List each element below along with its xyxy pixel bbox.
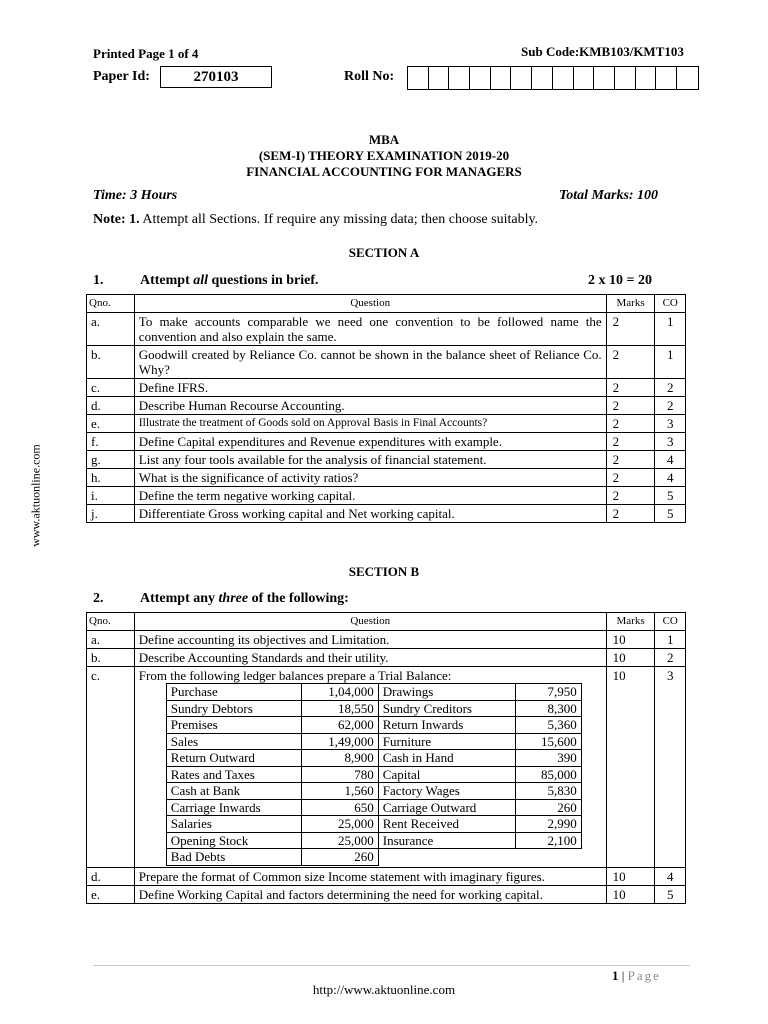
question-co: 5: [655, 505, 686, 523]
question-co: 4: [655, 867, 686, 885]
question-text: List any four tools available for the analysis of financial statement.: [134, 451, 606, 469]
footer-url: http://www.aktuonline.com: [312, 982, 456, 997]
section-b-title: SECTION B: [348, 564, 420, 579]
ledger-amount: 62,000: [301, 717, 378, 734]
ledger-amount: 5,830: [515, 783, 581, 800]
ledger-row: [166, 684, 581, 701]
q1-number: 1.: [93, 273, 104, 288]
question-number: b.: [87, 649, 135, 667]
note: [93, 212, 538, 228]
header-qno: Qno.: [87, 613, 135, 631]
section-a-title: SECTION A: [348, 245, 420, 260]
question-row: [87, 397, 686, 415]
ledger-account: Carriage Outward: [378, 799, 515, 816]
ledger-account: Capital: [378, 766, 515, 783]
ledger-balances-table: [166, 683, 582, 866]
question-text: Define the term negative working capital.: [134, 487, 606, 505]
section-b-table: [86, 612, 686, 904]
question-text: [134, 667, 606, 868]
question-text: Describe Human Recourse Accounting.: [134, 397, 606, 415]
question-number: h.: [87, 469, 135, 487]
paper-id-box: 270103: [160, 66, 272, 88]
question-marks: 10: [606, 867, 655, 885]
exam-title-subject: FINANCIAL ACCOUNTING FOR MANAGERS: [246, 164, 522, 179]
question-row: [87, 487, 686, 505]
ledger-amount: 8,300: [515, 700, 581, 717]
header-co: CO: [655, 295, 686, 313]
ledger-row: [166, 849, 581, 866]
question-text: Differentiate Gross working capital and Net working capital.: [134, 505, 606, 523]
q2-number: 2.: [93, 591, 104, 606]
ledger-account: Premises: [166, 717, 301, 734]
question-text-content: Describe Accounting Standards and their utility.: [138, 650, 389, 665]
question-marks: 2: [606, 346, 655, 379]
question-co: 3: [655, 433, 686, 451]
question-number: c.: [87, 379, 135, 397]
section-a-table: [86, 294, 686, 523]
header-co: CO: [655, 613, 686, 631]
ledger-row: [166, 717, 581, 734]
page-number: 1 | Page: [612, 968, 661, 983]
question-marks: 10: [606, 667, 655, 868]
exam-title-program: MBA: [368, 132, 400, 147]
ledger-account: Drawings: [378, 684, 515, 701]
roll-no-boxes: [407, 66, 699, 90]
ledger-account: Sales: [166, 733, 301, 750]
ledger-amount: 2,990: [515, 816, 581, 833]
question-row: [87, 346, 686, 379]
question-text: [134, 631, 606, 649]
ledger-amount: 15,600: [515, 733, 581, 750]
ledger-amount: 2,100: [515, 832, 581, 849]
ledger-amount: 5,360: [515, 717, 581, 734]
note-text: Attempt all Sections. If require any missing data; then choose suitably.: [142, 212, 539, 227]
question-row: [87, 867, 686, 885]
question-text: What is the significance of activity ratios?: [134, 469, 606, 487]
question-marks: 2: [606, 379, 655, 397]
ledger-amount: 390: [515, 750, 581, 767]
question-marks: 2: [606, 433, 655, 451]
question-text: [134, 649, 606, 667]
question-number: c.: [87, 667, 135, 868]
header-qno: Qno.: [87, 295, 135, 313]
ledger-account: Furniture: [378, 733, 515, 750]
ledger-amount: 8,900: [301, 750, 378, 767]
question-row: [87, 667, 686, 868]
question-co: 1: [655, 313, 686, 346]
ledger-amount: 780: [301, 766, 378, 783]
question-text: Define Capital expenditures and Revenue expenditures with example.: [134, 433, 606, 451]
ledger-account: Cash in Hand: [378, 750, 515, 767]
roll-no-label: Roll No:: [344, 69, 395, 84]
ledger-account: Return Inwards: [378, 717, 515, 734]
ledger-amount: 25,000: [301, 832, 378, 849]
question-number: d.: [87, 867, 135, 885]
question-number: f.: [87, 433, 135, 451]
question-number: e.: [87, 415, 135, 433]
question-marks: 2: [606, 505, 655, 523]
question-row: [87, 885, 686, 903]
paper-id-label: Paper Id:: [93, 69, 150, 84]
header-marks: Marks: [606, 613, 655, 631]
question-co: 1: [655, 631, 686, 649]
ledger-amount: 7,950: [515, 684, 581, 701]
question-text: [134, 885, 606, 903]
question-row: [87, 505, 686, 523]
q2-instruction: Attempt any three of the following:: [140, 591, 349, 606]
ledger-row: [166, 816, 581, 833]
question-co: 1: [655, 346, 686, 379]
ledger-account: Sundry Debtors: [166, 700, 301, 717]
question-co: 5: [655, 885, 686, 903]
header-marks: Marks: [606, 295, 655, 313]
question-marks: 2: [606, 487, 655, 505]
ledger-amount: 1,49,000: [301, 733, 378, 750]
exam-title-session: (SEM-I) THEORY EXAMINATION 2019-20: [258, 148, 510, 163]
table-header-row: [87, 295, 686, 313]
question-marks: 2: [606, 451, 655, 469]
question-number: j.: [87, 505, 135, 523]
ledger-account: Cash at Bank: [166, 783, 301, 800]
ledger-account: Factory Wages: [378, 783, 515, 800]
question-text: Define IFRS.: [134, 379, 606, 397]
question-co: 2: [655, 649, 686, 667]
ledger-amount: 260: [515, 799, 581, 816]
question-row: [87, 469, 686, 487]
question-number: a.: [87, 631, 135, 649]
question-row: [87, 433, 686, 451]
question-marks: 2: [606, 397, 655, 415]
header-question: Question: [134, 613, 606, 631]
ledger-row: [166, 700, 581, 717]
ledger-account: Bad Debts: [166, 849, 301, 866]
ledger-amount: 85,000: [515, 766, 581, 783]
question-marks: 10: [606, 885, 655, 903]
footer-divider: [93, 965, 690, 966]
side-website-text: www.aktuonline.com: [28, 444, 43, 547]
question-co: 4: [655, 451, 686, 469]
ledger-account: Return Outward: [166, 750, 301, 767]
question-marks: 2: [606, 469, 655, 487]
ledger-amount: 25,000: [301, 816, 378, 833]
ledger-account: Rates and Taxes: [166, 766, 301, 783]
question-co: 2: [655, 379, 686, 397]
question-marks: 2: [606, 313, 655, 346]
header-question: Question: [134, 295, 606, 313]
ledger-row: [166, 750, 581, 767]
question-text: To make accounts comparable we need one convention to be followed name the convention and also explain the same.: [134, 313, 606, 346]
ledger-amount: 1,560: [301, 783, 378, 800]
ledger-amount: 260: [301, 849, 378, 866]
question-co: 4: [655, 469, 686, 487]
ledger-account: Rent Received: [378, 816, 515, 833]
question-co: 3: [655, 667, 686, 868]
question-row: [87, 415, 686, 433]
ledger-amount: 18,550: [301, 700, 378, 717]
ledger-row: [166, 766, 581, 783]
note-label: Note:: [93, 212, 126, 227]
question-row: [87, 313, 686, 346]
ledger-account: Insurance: [378, 832, 515, 849]
ledger-account: Sundry Creditors: [378, 700, 515, 717]
question-number: i.: [87, 487, 135, 505]
ledger-row: [166, 799, 581, 816]
ledger-account: Carriage Inwards: [166, 799, 301, 816]
question-co: 3: [655, 415, 686, 433]
question-number: a.: [87, 313, 135, 346]
question-text-content: Prepare the format of Common size Income statement with imaginary figures.: [138, 868, 545, 884]
sub-code: Sub Code:KMB103/KMT103: [521, 44, 684, 59]
ledger-row: [166, 733, 581, 750]
question-text: Illustrate the treatment of Goods sold on Approval Basis in Final Accounts?: [134, 415, 606, 433]
question-marks: 10: [606, 649, 655, 667]
question-text: Goodwill created by Reliance Co. cannot be shown in the balance sheet of Reliance Co. Why?: [134, 346, 606, 379]
ledger-row: [166, 783, 581, 800]
q1-marks: 2 x 10 = 20: [588, 273, 652, 288]
question-row: [87, 649, 686, 667]
question-row: [87, 379, 686, 397]
note-number: 1.: [129, 212, 140, 227]
table-header-row: [87, 613, 686, 631]
q1-instruction: Attempt all questions in brief.: [140, 273, 319, 288]
question-row: [87, 451, 686, 469]
question-number: d.: [87, 397, 135, 415]
ledger-account: Salaries: [166, 816, 301, 833]
ledger-amount: 650: [301, 799, 378, 816]
ledger-row: [166, 832, 581, 849]
question-co: 5: [655, 487, 686, 505]
question-co: 2: [655, 397, 686, 415]
time-allowed: Time: 3 Hours: [93, 188, 178, 203]
question-marks: 2: [606, 415, 655, 433]
ledger-account: Opening Stock: [166, 832, 301, 849]
question-number: g.: [87, 451, 135, 469]
ledger-account: Purchase: [166, 684, 301, 701]
total-marks: Total Marks: 100: [559, 188, 659, 203]
question-number: e.: [87, 885, 135, 903]
question-text-content: Define accounting its objectives and Limitation.: [138, 632, 390, 647]
question-row: [87, 631, 686, 649]
question-text-content: From the following ledger balances prepare a Trial Balance:: [138, 668, 452, 683]
question-marks: 10: [606, 631, 655, 649]
question-number: b.: [87, 346, 135, 379]
printed-page-label: Printed Page 1 of 4: [93, 46, 199, 61]
question-text: [134, 867, 606, 885]
question-text-content: Define Working Capital and factors determining the need for working capital.: [138, 886, 543, 902]
ledger-amount: 1,04,000: [301, 684, 378, 701]
